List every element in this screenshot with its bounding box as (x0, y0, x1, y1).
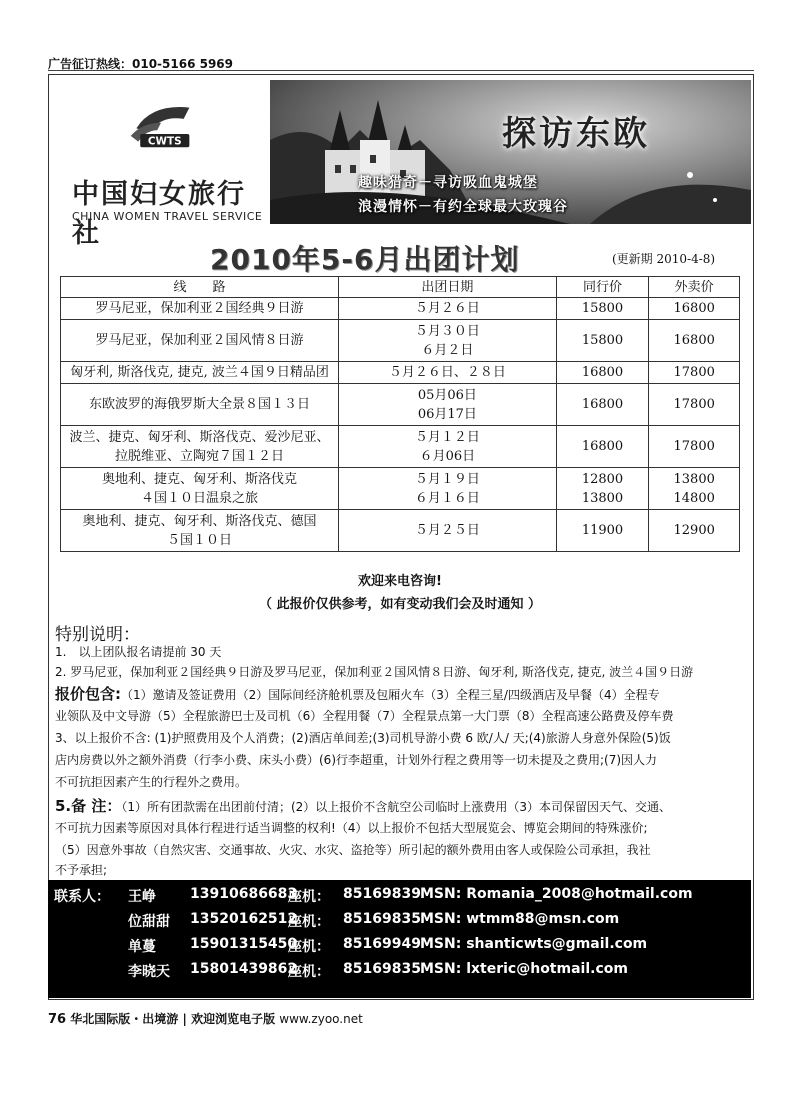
header-route: 线 路 (61, 277, 339, 298)
retail-price-cell (649, 468, 740, 510)
remarks-label: 5.备 注： (55, 797, 122, 815)
route-cell-line: 奥地利、捷克、匈牙利、斯洛伐克 (102, 471, 298, 487)
price-includes (55, 684, 755, 705)
price-excludes-2: 店内房费以外之额外消费（行李小费、床头小费）(6)行李超重，计划外行程之费用等一切未提及之费用;(7)因人力 (55, 753, 658, 767)
peer-price-cell-line: 11900 (581, 523, 624, 538)
retail-price-cell-line: 12900 (673, 523, 715, 538)
retail-price-cell (649, 362, 740, 384)
date-cell (339, 384, 557, 426)
date-cell (339, 298, 557, 320)
retail-price-cell (649, 510, 740, 552)
contact-name: 李晓天 (128, 964, 170, 980)
peer-price-cell-line: 16800 (581, 365, 624, 380)
contact-name: 单蔓 (128, 939, 156, 955)
banner-slogan-1: 趣味猎奇－寻访吸血鬼城堡 (358, 175, 538, 191)
route-cell-line: 拉脱维亚、立陶宛７国１２日 (115, 448, 285, 464)
welcome-text: 欢迎来电咨询! (358, 574, 442, 589)
date-cell (339, 426, 557, 468)
logo-mark-text: CWTS (147, 135, 182, 148)
peer-price-cell-line: 15800 (581, 301, 624, 316)
remarks-3: （5）因意外事故（自然灾害、交通事故、火灾、水灾、盗抢等）所引起的额外费用由客人或保险公司承担，我社 (55, 843, 651, 857)
route-cell (61, 468, 339, 510)
footer-url[interactable]: www.zyoo.net (279, 1012, 363, 1026)
retail-price-cell (649, 320, 740, 362)
route-cell (61, 384, 339, 426)
date-cell (339, 362, 557, 384)
retail-price-cell-line: 16800 (673, 301, 715, 316)
contact-msn[interactable]: MSN: lxteric@hotmail.com (420, 961, 628, 977)
date-cell-line: ６月１６日 (414, 490, 480, 506)
date-cell-line: ６月06日 (419, 448, 476, 464)
table-row (61, 320, 740, 362)
note-2: 2. 罗马尼亚，保加利亚２国经典９日游及罗马尼亚，保加利亚２国风情８日游、匈牙利, 斯洛伐克, 捷克, 波兰４国９日游 (55, 665, 694, 679)
castle-banner-image (270, 80, 751, 224)
retail-price-cell-line: 17800 (673, 365, 715, 380)
date-cell-line: ５月１９日 (414, 471, 480, 487)
table-row (61, 426, 740, 468)
price-includes-text: （1）邀请及签证费用（2）国际间经济舱机票及包厢火车（3）全程三星/四级酒店及早餐（4）全程专 (121, 688, 660, 702)
banner-title: 探访东欧 (502, 114, 650, 154)
date-cell-line: ６月２日 (421, 342, 474, 358)
peer-price-cell-line: 13800 (581, 490, 624, 506)
page-number: 76 (48, 1012, 67, 1027)
contact-name: 王峥 (128, 889, 156, 905)
retail-price-cell-line: 16800 (673, 333, 715, 348)
page-title: 2010年5-6月出团计划 (210, 243, 520, 276)
price-excludes-3: 不可抗拒因素产生的行程外之费用。 (55, 775, 248, 789)
route-cell-line: 罗马尼亚，保加利亚２国风情８日游 (95, 333, 304, 348)
table-header-row (61, 277, 740, 298)
route-cell-line: 奥地利、捷克、匈牙利、斯洛伐克、德国 (82, 513, 317, 529)
price-excludes-1: 3、以上报价不含: (1)护照费用及个人消费；(2)酒店单间差;(3)司机导游小费 6 欧/人/ 天;(4)旅游人身意外保险(5)饭 (55, 731, 671, 745)
table-row (61, 384, 740, 426)
peer-price-cell (556, 426, 649, 468)
date-cell-line: ５月２６日 (414, 301, 480, 316)
route-cell (61, 426, 339, 468)
contact-seat-phone[interactable]: 85169949 (343, 936, 421, 952)
contact-seat-phone[interactable]: 85169835 (343, 961, 421, 977)
remarks-4: 不予承担; (55, 863, 108, 877)
peer-price-cell (556, 298, 649, 320)
contact-seat-phone[interactable]: 85169839 (343, 886, 421, 902)
retail-price-cell-line: 17800 (673, 397, 715, 412)
peer-price-cell (556, 510, 649, 552)
seat-label: 座机： (288, 964, 330, 980)
date-cell-line: 05月06日 (417, 387, 477, 403)
contact-name: 位甜甜 (128, 914, 170, 930)
note-1: 1. 以上团队报名请提前 30 天 (55, 645, 222, 659)
contact-msn[interactable]: MSN: Romania_2008@hotmail.com (420, 886, 693, 902)
date-cell (339, 468, 557, 510)
seat-label: 座机： (288, 889, 330, 905)
table-row (61, 362, 740, 384)
date-cell-line: ５月１２日 (414, 429, 480, 445)
retail-price-cell-line: 17800 (673, 439, 715, 454)
route-cell-line: ４国１０日温泉之旅 (141, 490, 259, 506)
ad-hotline: 广告征订热线：010-5166 5969 (48, 57, 234, 71)
peer-price-cell (556, 468, 649, 510)
peer-price-cell-line: 15800 (581, 333, 624, 348)
page-footer (48, 1010, 363, 1027)
update-date: (更新期 2010-4-8) (612, 252, 716, 266)
peer-price-cell-line: 12800 (581, 471, 624, 487)
cwts-emblem-icon (122, 100, 200, 152)
retail-price-cell-line: 13800 (673, 471, 715, 487)
footer-separator: | (182, 1012, 187, 1026)
agency-name-en: CHINA WOMEN TRAVEL SERVICE (72, 210, 263, 223)
route-cell (61, 362, 339, 384)
publication-name: 华北国际版・出境游 (70, 1012, 179, 1026)
route-cell (61, 510, 339, 552)
route-cell-line: 匈牙利, 斯洛伐克, 捷克, 波兰４国９日精品团 (70, 365, 329, 380)
peer-price-cell (556, 384, 649, 426)
contacts-label: 联系人： (54, 889, 110, 905)
special-notes-heading: 特别说明： (55, 625, 140, 645)
route-cell (61, 320, 339, 362)
seat-label: 座机： (288, 939, 330, 955)
remarks-2: 不可抗力因素等原因对具体行程进行适当调整的权利!（4）以上报价不包括大型展览会、博览会期间的特殊涨价; (55, 821, 648, 835)
seat-label: 座机： (288, 914, 330, 930)
contact-mobile[interactable]: 13910686683 (190, 886, 298, 902)
agency-logo (60, 100, 270, 249)
date-cell (339, 510, 557, 552)
route-cell-line: 波兰、捷克、匈牙利、斯洛伐克、爱沙尼亚、 (69, 429, 330, 445)
remarks (55, 796, 755, 817)
tour-schedule-table (60, 276, 740, 552)
date-cell-line: ５月３０日 (414, 323, 480, 339)
route-cell (61, 298, 339, 320)
retail-price-cell (649, 384, 740, 426)
table-row (61, 510, 740, 552)
header-retail-price: 外卖价 (649, 277, 740, 298)
footer-tagline: 欢迎浏览电子版 (191, 1012, 276, 1026)
peer-price-cell-line: 16800 (581, 439, 624, 454)
banner-slogan-2: 浪漫情怀－有约全球最大玫瑰谷 (358, 199, 568, 215)
contact-mobile[interactable]: 13520162512 (190, 911, 298, 927)
retail-price-cell (649, 298, 740, 320)
contact-msn[interactable]: MSN: wtmm88@msn.com (420, 911, 620, 927)
header-date: 出团日期 (339, 277, 557, 298)
peer-price-cell (556, 362, 649, 384)
retail-price-cell-line: 14800 (673, 490, 715, 506)
price-includes-label: 报价包含: (55, 685, 121, 703)
agency-name-cn: 中国妇女旅行社 (72, 179, 246, 249)
disclaimer-text: （ 此报价仅供参考，如有变动我们会及时通知 ） (258, 597, 542, 612)
contact-block (48, 880, 751, 998)
peer-price-cell (556, 320, 649, 362)
table-row (61, 298, 740, 320)
date-cell-line: ５月２６日、２８日 (388, 365, 506, 380)
retail-price-cell (649, 426, 740, 468)
route-cell-line: 东欧波罗的海俄罗斯大全景８国１３日 (89, 397, 311, 412)
price-includes-cont: 业领队及中文导游（5）全程旅游巴士及司机（6）全程用餐（7）全程景点第一大门票（8）全程高速公路费及停车费 (55, 709, 674, 723)
route-cell-line: ５国１０日 (167, 532, 233, 548)
route-cell-line: 罗马尼亚，保加利亚２国经典９日游 (95, 301, 304, 316)
remarks-text-1: （1）所有团款需在出团前付清；(2）以上报价不含航空公司临时上涨费用（3）本司保留因天气、交通、 (121, 800, 671, 814)
contact-seat-phone[interactable]: 85169835 (343, 911, 421, 927)
divider (48, 70, 754, 71)
date-cell-line: ５月２５日 (414, 523, 480, 538)
peer-price-cell-line: 16800 (581, 397, 624, 412)
contact-mobile[interactable]: 15801439862 (190, 961, 298, 977)
contact-mobile[interactable]: 15901315450 (190, 936, 298, 952)
contact-msn[interactable]: MSN: shanticwts@gmail.com (420, 936, 648, 952)
table-row (61, 468, 740, 510)
header-peer-price: 同行价 (556, 277, 649, 298)
date-cell (339, 320, 557, 362)
date-cell-line: 06月17日 (417, 406, 477, 422)
